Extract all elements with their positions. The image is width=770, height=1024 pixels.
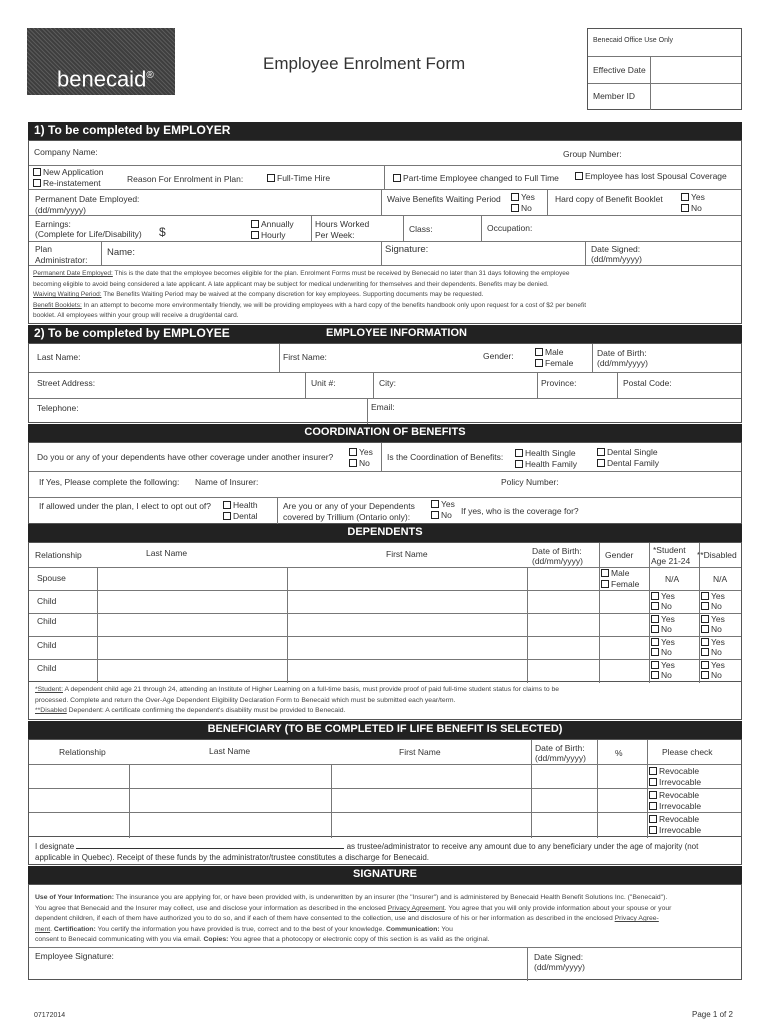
employee-section xyxy=(28,343,742,423)
trillium-question-1: Are you or any of your Dependents xyxy=(283,501,415,511)
consent-line xyxy=(35,904,671,915)
signature-bar xyxy=(28,866,742,884)
page-number: Page 1 of 2 xyxy=(692,1010,733,1019)
child2-disabled-yes[interactable]: Yes xyxy=(701,614,725,625)
checkbox[interactable] xyxy=(651,648,659,656)
opt-out-dental[interactable]: Dental xyxy=(223,511,258,522)
employee-info-title: EMPLOYEE INFORMATION xyxy=(326,327,467,339)
checkbox[interactable] xyxy=(251,231,259,239)
ben-col-please-check: Please check xyxy=(662,747,713,757)
checkbox[interactable] xyxy=(701,638,709,646)
checkbox[interactable] xyxy=(535,348,543,356)
other-coverage-question: Do you or any of your dependents have other coverage under another insurer? xyxy=(37,452,334,462)
form-code: 07172014 xyxy=(34,1012,66,1019)
checkbox[interactable] xyxy=(515,460,523,468)
waive-yes-option[interactable]: Yes xyxy=(511,192,535,203)
checkbox[interactable] xyxy=(651,615,659,623)
postal-label: Postal Code: xyxy=(623,378,672,388)
checkbox[interactable] xyxy=(223,512,231,520)
dep-row-label: Child xyxy=(37,596,57,606)
booklet-yes-option[interactable]: Yes xyxy=(681,192,705,203)
checkbox[interactable] xyxy=(597,459,605,467)
ben-col-last-name: Last Name xyxy=(209,746,251,756)
child1-student-yes[interactable]: Yes xyxy=(651,591,675,602)
admin-date-format: (dd/mm/yyyy) xyxy=(591,254,642,264)
consent-text: ment xyxy=(35,925,51,933)
occupation-label: Occupation: xyxy=(487,223,533,233)
employer-note-label: Waiving Waiting Period: xyxy=(33,291,102,298)
checkbox[interactable] xyxy=(601,569,609,577)
health-family-option[interactable]: Health Family xyxy=(515,459,577,470)
group-number-label: Group Number: xyxy=(563,149,622,159)
new-application-option[interactable]: New Application xyxy=(33,167,103,178)
checkbox[interactable] xyxy=(701,671,709,679)
child4-disabled-yes[interactable]: Yes xyxy=(701,660,725,671)
checkbox[interactable] xyxy=(349,459,357,467)
dep-col-dob: Date of Birth: xyxy=(532,546,582,556)
disabled-note-label: **Disabled xyxy=(35,707,67,714)
child2-student-no[interactable]: No xyxy=(651,624,672,635)
effective-date-label: Effective Date xyxy=(593,65,646,75)
checkbox[interactable] xyxy=(515,449,523,457)
spouse-disabled-na: N/A xyxy=(713,574,728,584)
class-label: Class: xyxy=(409,224,433,234)
trillium-question-2: covered by Trillium (Ontario only): xyxy=(283,512,411,522)
checkbox[interactable] xyxy=(251,220,259,228)
consent-text: consent to Benecaid communicating with you via email. xyxy=(35,936,204,944)
employer-note-line xyxy=(33,301,739,312)
first-name-label: First Name: xyxy=(283,352,327,362)
consent-text: You agree that a photocopy or electronic copy of this section is as valid as the original. xyxy=(228,936,490,944)
checkbox[interactable] xyxy=(701,625,709,633)
ben2-irrevocable[interactable]: Irrevocable xyxy=(649,801,701,812)
student-note-text-2: processed. Complete and return the Over-Age Dependent Eligibility Declaration Form to Benecaid which must be submitted each year/term. xyxy=(35,696,456,704)
admin-date-signed-label: Date Signed: xyxy=(591,244,641,254)
section-employee-bar xyxy=(28,325,742,343)
consent-text: Privacy Agreement xyxy=(387,904,445,912)
reinstatement-option[interactable]: Re-instatement xyxy=(33,178,101,189)
checkbox[interactable] xyxy=(681,193,689,201)
ben3-irrevocable[interactable]: Irrevocable xyxy=(649,825,701,836)
admin-signature-label: Signature: xyxy=(385,244,429,255)
plan-label: Plan xyxy=(35,244,53,254)
other-coverage-yes[interactable]: Yes xyxy=(349,447,373,458)
dep-row-label: Child xyxy=(37,663,57,673)
reason-label: Reason For Enrolment in Plan: xyxy=(127,174,244,184)
province-label: Province: xyxy=(541,378,577,388)
consent-line xyxy=(35,925,671,936)
beneficiary-title: BENEFICIARY (TO BE COMPLETED IF LIFE BENEFIT IS SELECTED) xyxy=(207,723,563,735)
consent-text: You certify the information you have provided is true, correct and to the best of your knowledge. xyxy=(95,925,386,933)
dob-label: Date of Birth: xyxy=(597,348,647,358)
checkbox[interactable] xyxy=(33,179,41,187)
logo-text: benecaid xyxy=(57,66,147,92)
section-employee-title: 2) To be completed by EMPLOYEE xyxy=(34,326,230,340)
dep-col-first-name: First Name xyxy=(386,549,428,559)
consent-text: Certification: xyxy=(53,925,96,933)
checkbox[interactable] xyxy=(649,791,657,799)
checkbox[interactable] xyxy=(649,815,657,823)
checkbox[interactable] xyxy=(649,778,657,786)
consent-text: Privacy Agree- xyxy=(614,915,659,923)
child3-disabled-no[interactable]: No xyxy=(701,647,722,658)
trillium-no[interactable]: No xyxy=(431,510,452,521)
trillium-yes[interactable]: Yes xyxy=(431,499,455,510)
employer-note-line xyxy=(33,280,739,291)
opt-out-health[interactable]: Health xyxy=(223,500,258,511)
booklet-no-option[interactable]: No xyxy=(681,203,702,214)
checkbox[interactable] xyxy=(651,625,659,633)
ben1-irrevocable[interactable]: Irrevocable xyxy=(649,777,701,788)
student-note-text: A dependent child age 21 through 24, attending an Institute of Higher Learning on a full-time basis, must provide proof of paid full-time student status for claims to be xyxy=(62,686,560,693)
dental-family-option[interactable]: Dental Family xyxy=(597,458,659,469)
employer-note-text: The Benefits Waiting Period may be waived at the company discretion for key employees. Supporting documents may be requested. xyxy=(101,291,484,298)
hard-copy-label: Hard copy of Benefit Booklet xyxy=(555,194,663,204)
child1-student-no[interactable]: No xyxy=(651,601,672,612)
designate-text-1: I designate xyxy=(35,842,75,851)
employer-note-line xyxy=(33,311,739,322)
spouse-student-na: N/A xyxy=(665,574,680,584)
checkbox[interactable] xyxy=(701,615,709,623)
perm-date-format: (dd/mm/yyyy) xyxy=(35,205,86,215)
perm-date-label: Permanent Date Employed: xyxy=(35,194,140,204)
dependents-title: DEPENDENTS xyxy=(347,526,423,538)
earnings-note: (Complete for Life/Disability) xyxy=(35,229,142,239)
employer-note-line xyxy=(33,269,739,280)
consent-text: . xyxy=(50,925,54,933)
employer-note-line xyxy=(33,290,739,301)
consent-text: You agree that Benecaid and the Insurer may collect, use and disclose your information as described in the enclosed xyxy=(35,904,388,912)
ben2-revocable[interactable]: Revocable xyxy=(649,790,699,801)
checkbox[interactable] xyxy=(511,193,519,201)
gender-label: Gender: xyxy=(483,351,514,361)
cob-type-question: Is the Coordination of Benefits: xyxy=(387,452,504,462)
child4-student-no[interactable]: No xyxy=(651,670,672,681)
ben-col-first-name: First Name xyxy=(399,747,441,757)
checkbox[interactable] xyxy=(431,511,439,519)
child4-student-yes[interactable]: Yes xyxy=(651,660,675,671)
designate-section xyxy=(28,837,742,865)
dep-col-gender: Gender xyxy=(605,550,634,560)
consent-text: The insurance you are applying for, or have been provided with, is underwritten by an insurer (the "Insurer") and is administered by Benecaid Health Benefit Solutions Inc. ("Benecaid"). xyxy=(114,894,668,901)
registered-mark: ® xyxy=(146,70,154,81)
administrator-label: Administrator: xyxy=(35,255,88,265)
dependents-bar xyxy=(28,524,742,542)
company-name-label: Company Name: xyxy=(34,147,98,157)
checkbox[interactable] xyxy=(651,602,659,610)
male-option[interactable]: Male xyxy=(535,347,563,358)
consent-line xyxy=(35,893,671,904)
checkbox[interactable] xyxy=(267,174,275,182)
child2-student-yes[interactable]: Yes xyxy=(651,614,675,625)
policy-number-label: Policy Number: xyxy=(501,477,559,487)
lost-spousal-option[interactable]: Employee has lost Spousal Coverage xyxy=(575,171,727,182)
checkbox[interactable] xyxy=(431,500,439,508)
dep-row-label: Child xyxy=(37,640,57,650)
earnings-label: Earnings: xyxy=(35,219,71,229)
name-insurer-label: Name of Insurer: xyxy=(195,477,259,487)
checkbox[interactable] xyxy=(649,802,657,810)
hourly-option[interactable]: Hourly xyxy=(251,230,286,241)
per-week-label: Per Week: xyxy=(315,230,355,240)
checkbox[interactable] xyxy=(649,826,657,834)
part-time-change-option[interactable]: Part-time Employee changed to Full Time xyxy=(393,173,559,184)
consent-text: . You agree that you will only provide information about your spouse or your xyxy=(444,904,672,912)
email-label: Email: xyxy=(371,402,395,412)
signature-section xyxy=(28,884,742,980)
checkbox[interactable] xyxy=(575,172,583,180)
last-name-label: Last Name: xyxy=(37,352,81,362)
cob-bar xyxy=(28,424,742,442)
telephone-label: Telephone: xyxy=(37,403,79,413)
dollar-sign: $ xyxy=(159,225,166,239)
beneficiary-bar xyxy=(28,721,742,739)
female-option[interactable]: Female xyxy=(535,358,573,369)
employer-section xyxy=(28,140,742,324)
checkbox[interactable] xyxy=(349,448,357,456)
dep-col-disabled: **Disabled xyxy=(697,550,737,560)
dep-row-label: Child xyxy=(37,616,57,626)
checkbox[interactable] xyxy=(681,204,689,212)
unit-label: Unit #: xyxy=(311,378,336,388)
benecaid-logo xyxy=(27,28,175,95)
dep-col-dob-format: (dd/mm/yyyy) xyxy=(532,556,583,566)
employer-note-text: In an attempt to become more environmentally friendly, we will be providing employees with a hard copy of the benefits handbook only upon request for a cost of $2 per benefit xyxy=(81,301,587,309)
if-yes-label: If Yes, Please complete the following: xyxy=(39,477,180,487)
dep-col-relationship: Relationship xyxy=(35,550,82,560)
child2-disabled-no[interactable]: No xyxy=(701,624,722,635)
cob-title: COORDINATION OF BENEFITS xyxy=(304,426,466,438)
child1-disabled-yes[interactable]: Yes xyxy=(701,591,725,602)
ben3-revocable[interactable]: Revocable xyxy=(649,814,699,825)
employee-signature-label: Employee Signature: xyxy=(35,951,114,961)
spouse-male-option[interactable]: Male xyxy=(601,568,629,579)
spouse-female-option[interactable]: Female xyxy=(601,579,639,590)
checkbox[interactable] xyxy=(601,580,609,588)
signature-title: SIGNATURE xyxy=(353,868,417,880)
consent-line xyxy=(35,914,671,925)
employer-note-text: booklet. All employees within your group will receive a drug/dental card. xyxy=(33,312,239,319)
signature-consent-text xyxy=(35,893,671,946)
waive-waiting-label: Waive Benefits Waiting Period xyxy=(387,194,501,204)
form-title: Employee Enrolment Form xyxy=(263,54,466,73)
employee-date-signed-label: Date Signed: xyxy=(534,952,584,962)
checkbox[interactable] xyxy=(223,501,231,509)
trustee-name-line[interactable] xyxy=(76,840,344,849)
trillium-who-label: If yes, who is the coverage for? xyxy=(461,506,579,516)
designate-text-2: as trustee/administrator to receive any amount due to any beneficiary under the age of majority (not xyxy=(346,842,699,851)
consent-text: Use of Your Information: xyxy=(35,894,115,901)
child1-disabled-no[interactable]: No xyxy=(701,601,722,612)
dep-col-student: *Student xyxy=(653,545,686,555)
employer-note-text: This is the date that the employee becomes eligible for the plan. Enrolment Forms must be received by Benecaid no later than 31 days following the employee xyxy=(112,270,570,277)
employer-note-text: becoming eligible to avoid being considered a late applicant. A late applicant may be subject for medical underwriting for themselves and their dependents. Benefits may be denied. xyxy=(33,280,549,288)
child4-disabled-no[interactable]: No xyxy=(701,670,722,681)
dob-format: (dd/mm/yyyy) xyxy=(597,358,648,368)
checkbox[interactable] xyxy=(701,661,709,669)
section-employer-bar xyxy=(28,122,742,140)
checkbox[interactable] xyxy=(393,174,401,182)
annually-option[interactable]: Annually xyxy=(251,219,294,230)
opt-out-label: If allowed under the plan, I elect to opt out of? xyxy=(39,501,212,511)
other-coverage-no[interactable]: No xyxy=(349,458,370,469)
health-single-option[interactable]: Health Single xyxy=(515,448,576,459)
full-time-hire-option[interactable]: Full-Time Hire xyxy=(267,173,330,184)
checkbox[interactable] xyxy=(651,592,659,600)
ben-col-dob-format: (dd/mm/yyyy) xyxy=(535,753,586,763)
child3-student-yes[interactable]: Yes xyxy=(651,637,675,648)
consent-text: dependent children, if each of them have authorized you to do so, and if each of them have consented to the collection, use and disclosure of his or her information as described in the enclosed xyxy=(35,915,615,923)
checkbox[interactable] xyxy=(511,204,519,212)
employee-date-format: (dd/mm/yyyy) xyxy=(534,962,585,972)
consent-line xyxy=(35,935,671,946)
dependents-table xyxy=(28,542,742,682)
ben-col-dob: Date of Birth: xyxy=(535,743,585,753)
member-id-label: Member ID xyxy=(593,91,636,101)
dependents-notes xyxy=(28,682,742,720)
beneficiary-table xyxy=(28,739,742,837)
child3-student-no[interactable]: No xyxy=(651,647,672,658)
dep-col-last-name: Last Name xyxy=(146,548,188,558)
employer-notes xyxy=(33,269,739,322)
ben1-revocable[interactable]: Revocable xyxy=(649,766,699,777)
admin-name-label: Name: xyxy=(107,247,135,258)
dep-row-label: Spouse xyxy=(37,573,66,583)
checkbox[interactable] xyxy=(651,671,659,679)
hours-worked-label: Hours Worked xyxy=(315,219,370,229)
ben-col-relationship: Relationship xyxy=(59,747,106,757)
street-label: Street Address: xyxy=(37,378,96,388)
employer-note-label: Permanent Date Employed: xyxy=(33,270,113,277)
checkbox[interactable] xyxy=(701,592,709,600)
checkbox[interactable] xyxy=(651,638,659,646)
ben-col-percent: % xyxy=(615,748,623,758)
city-label: City: xyxy=(379,378,396,388)
checkbox[interactable] xyxy=(535,359,543,367)
cob-section xyxy=(28,442,742,524)
disabled-note-text: Dependent: A certificate confirming the dependent's disability must be provided to Benecaid. xyxy=(66,707,346,714)
office-use-box xyxy=(587,28,742,110)
checkbox[interactable] xyxy=(597,448,605,456)
dep-col-student-age: Age 21-24 xyxy=(651,556,691,566)
student-note-label: *Student: xyxy=(35,686,63,693)
consent-text: Communication: xyxy=(386,925,440,933)
waive-no-option[interactable]: No xyxy=(511,203,532,214)
consent-text: Copies: xyxy=(203,936,229,944)
checkbox[interactable] xyxy=(701,602,709,610)
section-employer-title: 1) To be completed by EMPLOYER xyxy=(34,123,231,137)
consent-text: You xyxy=(439,925,453,933)
dental-single-option[interactable]: Dental Single xyxy=(597,447,658,458)
designate-text-3: applicable in Quebec). Receipt of these funds by the administrator/trustee constitutes a discharge for Benecaid. xyxy=(35,853,429,862)
checkbox[interactable] xyxy=(701,648,709,656)
office-use-title: Benecaid Office Use Only xyxy=(593,37,674,44)
checkbox[interactable] xyxy=(649,767,657,775)
employer-note-label: Benefit Booklets: xyxy=(33,301,82,309)
checkbox[interactable] xyxy=(33,168,41,176)
checkbox[interactable] xyxy=(651,661,659,669)
child3-disabled-yes[interactable]: Yes xyxy=(701,637,725,648)
